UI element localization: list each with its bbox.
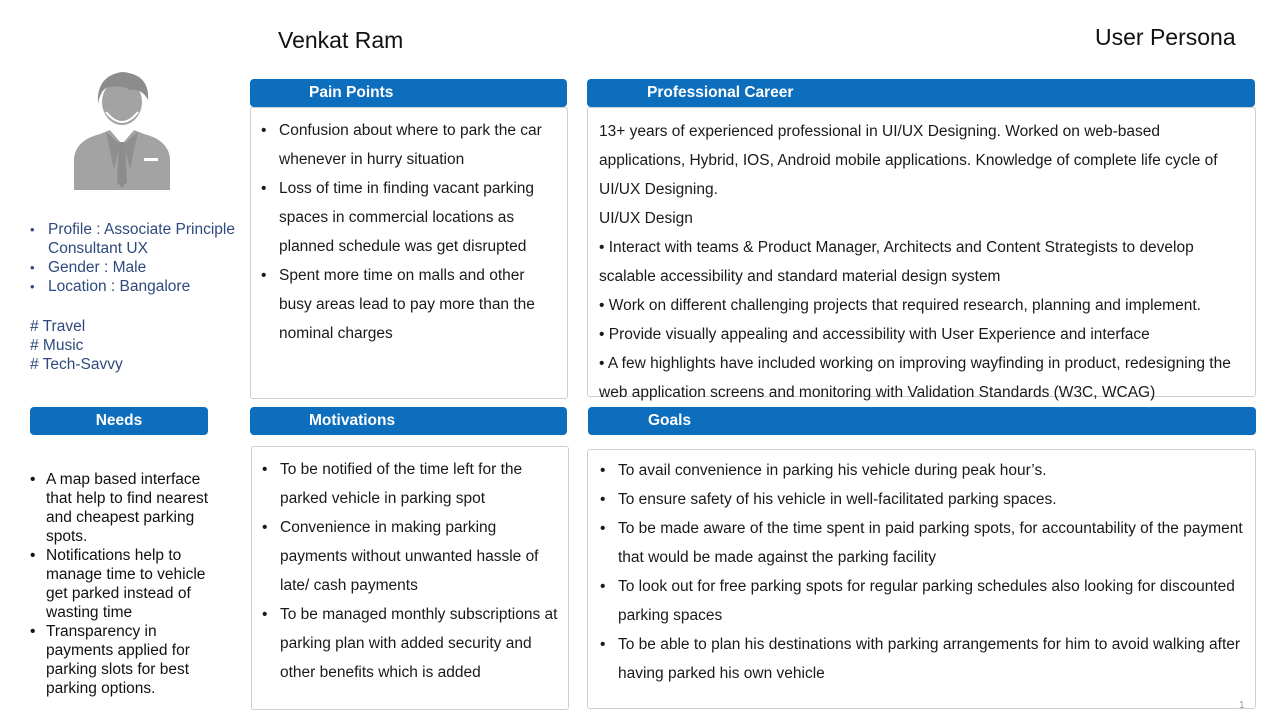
list-item: • Confusion about where to park the car whenever in hurry situation bbox=[259, 116, 559, 174]
career-paragraph: • Work on different challenging projects that required research, planning and implement. bbox=[599, 297, 1201, 314]
tag-item: # Tech-Savvy bbox=[30, 356, 123, 373]
tag-item: # Music bbox=[30, 337, 84, 354]
persona-name: Venkat Ram bbox=[278, 27, 404, 53]
professional-career-panel bbox=[587, 107, 1256, 401]
list-item: • Notifications help to manage time to vehicle get parked instead of wasting time bbox=[28, 546, 218, 622]
list-item: • To look out for free parking spots for regular parking schedules also looking for discounted parking spaces bbox=[598, 572, 1245, 630]
motivations-panel bbox=[251, 446, 569, 710]
career-paragraph: 13+ years of experienced professional in UI/UX Designing. Worked on web-based applications, Hybrid, IOS, Android mobile applications. Knowledge of complete life cycle of UI/UX Designing. bbox=[599, 123, 1218, 198]
professional-career-header: Professional Career bbox=[587, 79, 1255, 107]
list-item: • To avail convenience in parking his vehicle during peak hour’s. bbox=[598, 456, 1245, 485]
profile-location: • Location : Bangalore bbox=[30, 277, 235, 296]
needs-header: Needs bbox=[30, 407, 208, 435]
pain-points-panel bbox=[250, 107, 568, 399]
interest-tags bbox=[30, 317, 123, 374]
needs-list bbox=[28, 470, 218, 698]
profile-details bbox=[30, 220, 235, 296]
list-item: • A map based interface that help to find nearest and cheapest parking spots. bbox=[28, 470, 218, 546]
list-item: • Convenience in making parking payments without unwanted hassle of late/ cash payments bbox=[260, 513, 560, 600]
list-item: • To be able to plan his destinations with parking arrangements for him to avoid walking after having parked his own vehicle bbox=[598, 630, 1245, 688]
motivations-header: Motivations bbox=[250, 407, 567, 435]
tag-item: # Travel bbox=[30, 318, 86, 335]
profile-role: • Profile : Associate Principle Consultant UX bbox=[30, 220, 235, 258]
list-item: • To be notified of the time left for the parked vehicle in parking spot bbox=[260, 455, 560, 513]
profile-gender: • Gender : Male bbox=[30, 258, 235, 277]
pain-points-header: Pain Points bbox=[250, 79, 567, 107]
list-item: • Loss of time in finding vacant parking spaces in commercial locations as planned schedule was get disrupted bbox=[259, 174, 559, 261]
career-paragraph: UI/UX Design bbox=[599, 210, 693, 227]
user-avatar-icon bbox=[70, 70, 174, 192]
list-item: • Transparency in payments applied for parking slots for best parking options. bbox=[28, 622, 218, 698]
career-paragraph: • Provide visually appealing and accessibility with User Experience and interface bbox=[599, 326, 1150, 343]
career-paragraph: • A few highlights have included working on improving wayfinding in product, redesigning the web application screens and monitoring with Validation Standards (W3C, WCAG) bbox=[599, 355, 1231, 401]
goals-panel bbox=[587, 449, 1256, 709]
list-item: • Spent more time on malls and other busy areas lead to pay more than the nominal charges bbox=[259, 261, 559, 348]
document-title: User Persona bbox=[1095, 24, 1236, 50]
page-number: 1 bbox=[1239, 700, 1245, 711]
list-item: • To be managed monthly subscriptions at parking plan with added security and other benefits which is added bbox=[260, 600, 560, 687]
list-item: • To be made aware of the time spent in paid parking spots, for accountability of the payment that would be made against the parking facility bbox=[598, 514, 1245, 572]
career-paragraph: • Interact with teams & Product Manager, Architects and Content Strategists to develop scalable accessibility and standard material design system bbox=[599, 239, 1194, 285]
goals-header: Goals bbox=[588, 407, 1256, 435]
list-item: • To ensure safety of his vehicle in well-facilitated parking spaces. bbox=[598, 485, 1245, 514]
